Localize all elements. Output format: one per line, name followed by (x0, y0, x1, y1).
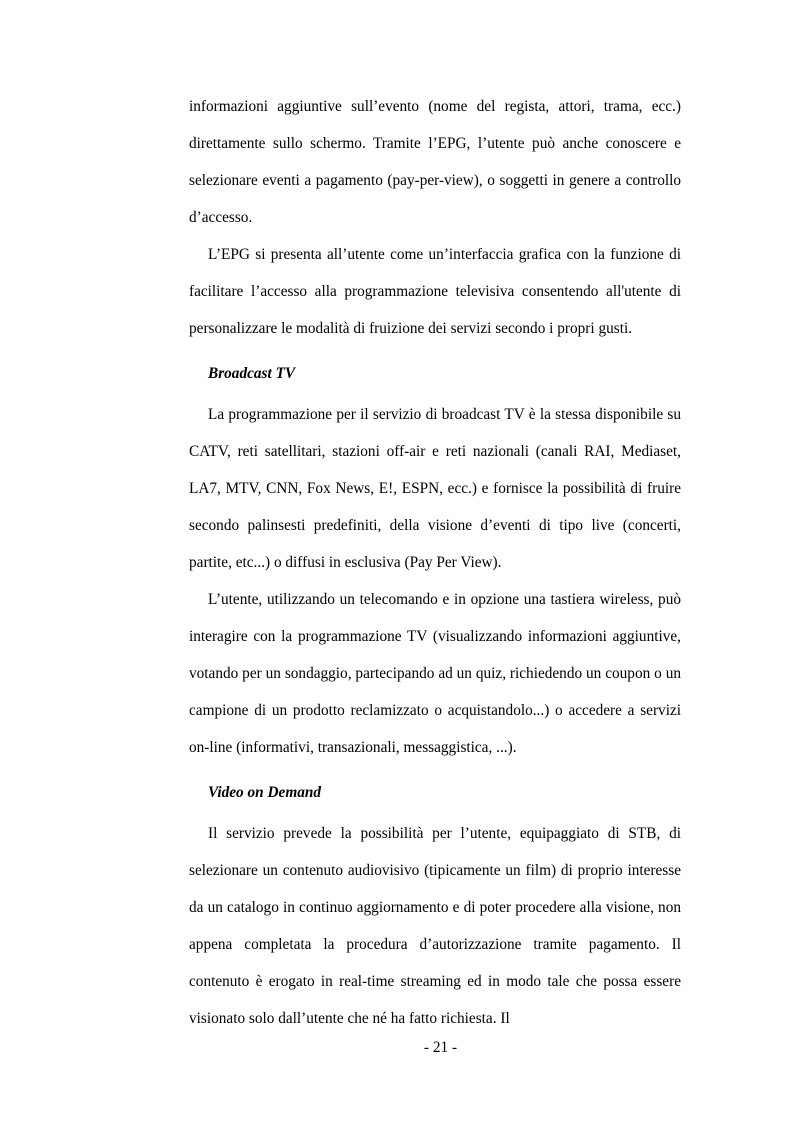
paragraph-epg-interface: L’EPG si presenta all’utente come un’interfaccia grafica con la funzione di facilitare l’accesso alla programmazione televisiva consentendo all'utente di personalizzare le modalità di fruizione dei servizi secondo i propri gusti. (189, 246, 681, 337)
heading-video-on-demand: Video on Demand (208, 784, 322, 801)
page-number: - 21 - (423, 1039, 458, 1056)
document-page (189, 88, 681, 1037)
paragraph-vod-service: Il servizio prevede la possibilità per l’utente, equipaggiato di STB, di selezionare un contenuto audiovisivo (tipicamente un film) di proprio interesse da un catalogo in continuo aggiornamento e di poter procedere alla visione, non appena completata la procedura d’autorizzazione tramite pagamento. Il contenuto è erogato in real-time streaming ed in modo tale che possa essere visionato solo dall’utente che né ha fatto richiesta. Il (189, 825, 681, 1027)
paragraph-epg-info: informazioni aggiuntive sull’evento (nome del regista, attori, trama, ecc.) direttamente sullo schermo. Tramite l’EPG, l’utente può anche conoscere e selezionare eventi a pagamento (pay-per-view), o soggetti in genere a controllo d’accesso. (189, 98, 681, 226)
paragraph-broadcast-interaction: L’utente, utilizzando un telecomando e in opzione una tastiera wireless, può interagire con la programmazione TV (visualizzando informazioni aggiuntive, votando per un sondaggio, partecipando ad un quiz, richiedendo un coupon o un campione di un prodotto reclamizzato o acquistandolo...) o accedere a servizi on-line (informativi, transazionali, messaggistica, ...). (189, 591, 681, 756)
heading-broadcast-tv: Broadcast TV (208, 365, 296, 382)
paragraph-broadcast-programming: La programmazione per il servizio di broadcast TV è la stessa disponibile su CATV, reti satellitari, stazioni off-air e reti nazionali (canali RAI, Mediaset, LA7, MTV, CNN, Fox News, E!, ESPN, ecc.) e fornisce la possibilità di fruire secondo palinsesti predefiniti, della visione d’eventi di tipo live (concerti, partite, etc...) o diffusi in esclusiva (Pay Per View). (189, 406, 681, 571)
